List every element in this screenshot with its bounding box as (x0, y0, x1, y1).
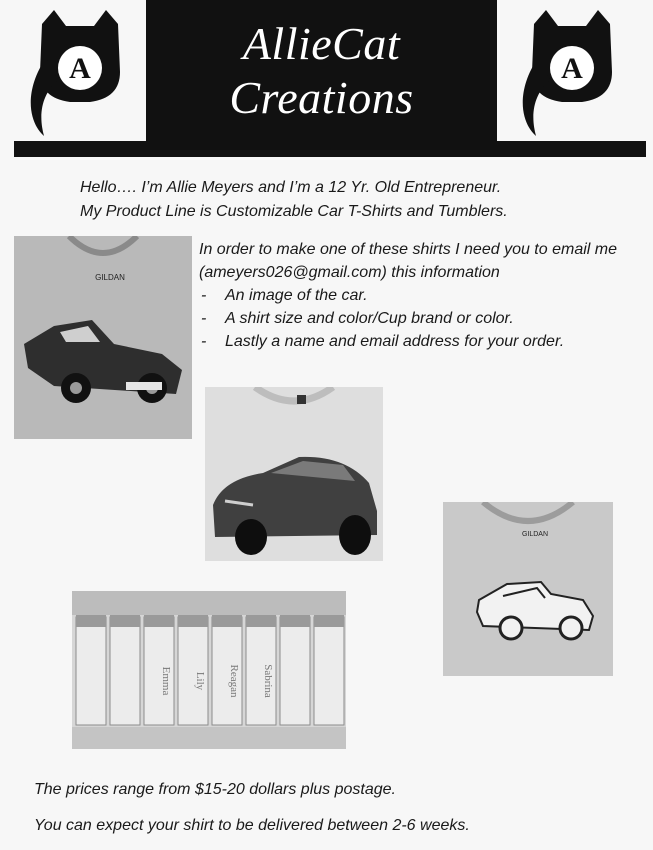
tumbler-name: Reagan (228, 664, 240, 698)
title-line-1: AllieCat (242, 18, 401, 69)
shirt-label: GILDAN (521, 531, 549, 538)
cat-logo-left-icon (20, 2, 140, 142)
prices-text: The prices range from $15-20 dollars plus postage. (34, 781, 396, 798)
photo-tumblers (72, 591, 346, 749)
tumbler-name: Lily (194, 671, 206, 691)
instructions-text: In order to make one of these shirts I need you to email me (ameyers026@gmail.com) this information (199, 241, 617, 281)
tumbler-name: Emma (160, 666, 172, 696)
tumbler-name: Sabrina (262, 664, 274, 698)
photo-white-shirt-car (205, 387, 383, 561)
delivery-text: You can expect your shirt to be delivered between 2-6 weeks. (34, 817, 470, 834)
photo-gray-shirt-roadster (14, 236, 192, 439)
intro-line-2: My Product Line is Customizable Car T-Shirts and Tumblers. (80, 203, 508, 220)
shirt-label: GILDAN (95, 273, 125, 282)
list-item: - An image of the car. (199, 284, 639, 307)
photo-shirt-convertible (443, 502, 613, 676)
intro-line-1: Hello…. I’m Allie Meyers and I’m a 12 Yr. Old Entrepreneur. (80, 179, 502, 196)
logo-letter-left: A (69, 52, 91, 85)
requirements-list (199, 284, 639, 353)
title-line-2: Creations (229, 72, 414, 123)
header-rule (14, 141, 646, 157)
list-item: - Lastly a name and email address for your order. (199, 330, 639, 353)
list-item: - A shirt size and color/Cup brand or color. (199, 307, 639, 330)
order-instructions (199, 238, 639, 353)
intro-text (80, 176, 620, 224)
logo-letter-right: A (561, 52, 583, 85)
cat-logo-right-icon (512, 2, 632, 142)
title-banner (146, 0, 497, 142)
